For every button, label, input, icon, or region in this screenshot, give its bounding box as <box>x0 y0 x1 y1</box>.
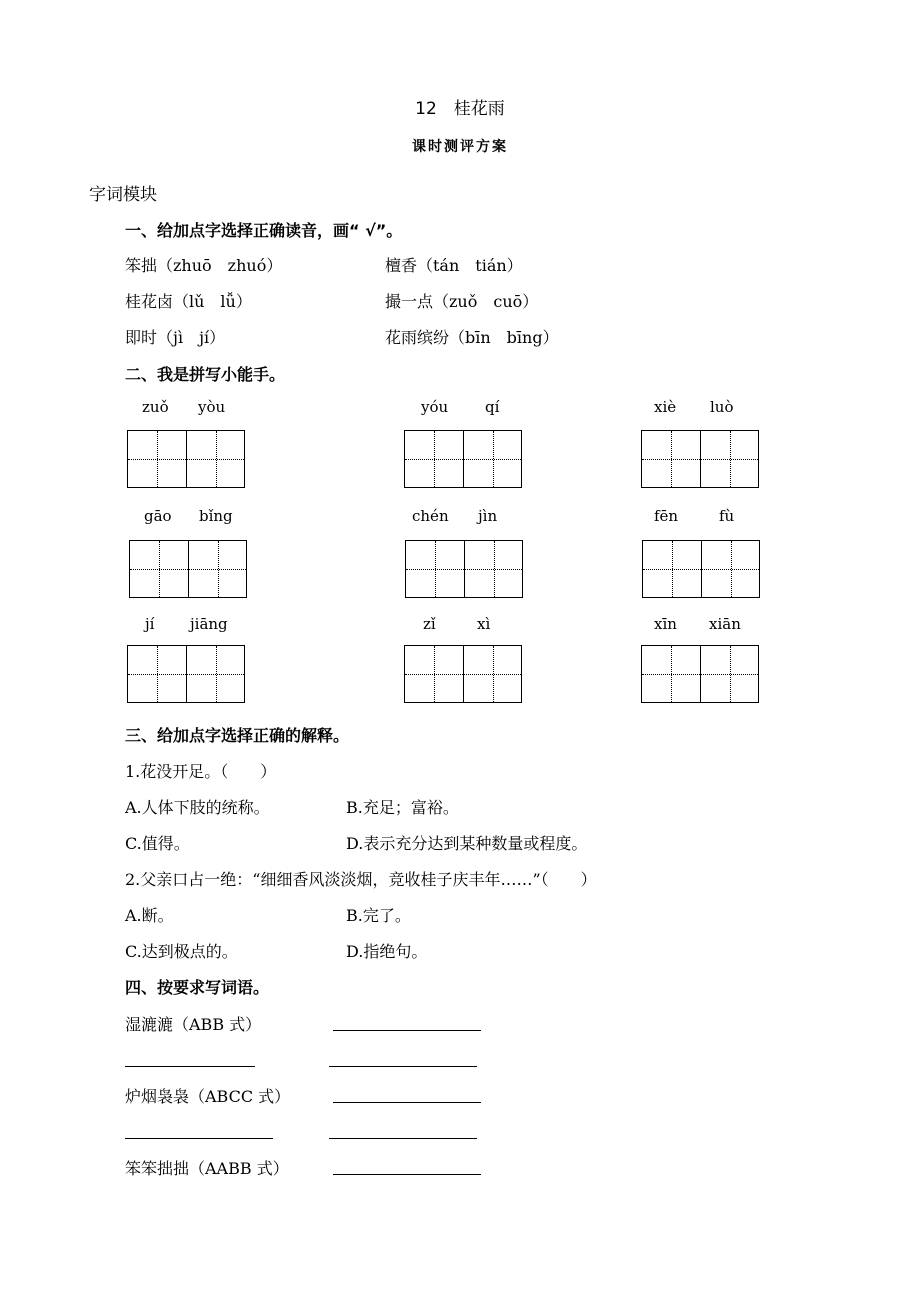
answer-blank[interactable] <box>329 1066 477 1067</box>
answer-blank[interactable] <box>329 1138 477 1139</box>
writing-grid[interactable] <box>404 645 522 703</box>
pinyin-label: jiāng <box>190 615 228 633</box>
page-title: 12 桂花雨 <box>415 99 505 119</box>
pinyin-label: xiān <box>709 615 741 633</box>
writing-grid[interactable] <box>405 540 523 598</box>
word-prompt: 炉烟袅袅（ABCC 式） <box>125 1087 291 1106</box>
pinyin-label: bǐng <box>199 507 233 525</box>
pinyin-label: yòu <box>198 398 226 416</box>
pinyin-label: zǐ <box>423 615 436 633</box>
word-prompt: 笨笨拙拙（AABB 式） <box>125 1159 289 1178</box>
module-label: 字词模块 <box>89 185 157 205</box>
option-c: C.值得。 <box>125 834 190 853</box>
option-d: D.表示充分达到某种数量或程度。 <box>346 834 588 853</box>
pinyin-label: qí <box>485 398 500 416</box>
answer-blank[interactable] <box>333 1030 481 1031</box>
s1-item: 撮一点（zuǒ cuō） <box>385 292 539 311</box>
option-c: C.达到极点的。 <box>125 942 238 961</box>
writing-grid[interactable] <box>641 645 759 703</box>
option-a: A.人体下肢的统称。 <box>125 798 270 817</box>
pinyin-label: chén <box>412 507 449 525</box>
section4-heading: 四、按要求写词语。 <box>125 978 270 997</box>
answer-blank[interactable] <box>333 1102 481 1103</box>
question-1: 1.花没开足。（ ） <box>125 762 277 781</box>
section3-heading: 三、给加点字选择正确的解释。 <box>125 726 350 745</box>
s1-item: 花雨缤纷（bīn bīng） <box>385 328 559 347</box>
s1-item: 笨拙（zhuō zhuó） <box>125 256 283 275</box>
writing-grid[interactable] <box>404 430 522 488</box>
pinyin-label: xiè <box>654 398 677 416</box>
writing-grid[interactable] <box>127 430 245 488</box>
pinyin-label: luò <box>710 398 734 416</box>
section1-heading: 一、给加点字选择正确读音，画“ √”。 <box>125 221 403 240</box>
pinyin-label: jìn <box>478 507 498 525</box>
writing-grid[interactable] <box>642 540 760 598</box>
writing-grid[interactable] <box>127 645 245 703</box>
answer-blank[interactable] <box>125 1066 255 1067</box>
section2-heading: 二、我是拼写小能手。 <box>125 365 286 384</box>
pinyin-label: fēn <box>654 507 679 525</box>
word-prompt: 湿漉漉（ABB 式） <box>125 1015 262 1034</box>
pinyin-label: gāo <box>144 507 172 525</box>
option-d: D.指绝句。 <box>346 942 428 961</box>
s1-item: 即时（jì jí） <box>125 328 226 347</box>
option-b: B.完了。 <box>346 906 411 925</box>
s1-item: 桂花卤（lǔ lǚ） <box>125 292 252 311</box>
option-b: B.充足；富裕。 <box>346 798 459 817</box>
pinyin-label: fù <box>719 507 735 525</box>
pinyin-label: yóu <box>421 398 449 416</box>
pinyin-label: xīn <box>654 615 677 633</box>
answer-blank[interactable] <box>333 1174 481 1175</box>
s1-item: 檀香（tán tián） <box>385 256 523 275</box>
page-subtitle: 课时测评方案 <box>412 139 508 155</box>
question-2: 2.父亲口占一绝：“细细香风淡淡烟，竞收桂子庆丰年……”（ ） <box>125 870 597 889</box>
pinyin-label: xì <box>477 615 491 633</box>
pinyin-label: zuǒ <box>142 398 169 416</box>
option-a: A.断。 <box>125 906 174 925</box>
answer-blank[interactable] <box>125 1138 273 1139</box>
writing-grid[interactable] <box>129 540 247 598</box>
writing-grid[interactable] <box>641 430 759 488</box>
pinyin-label: jí <box>145 615 155 633</box>
